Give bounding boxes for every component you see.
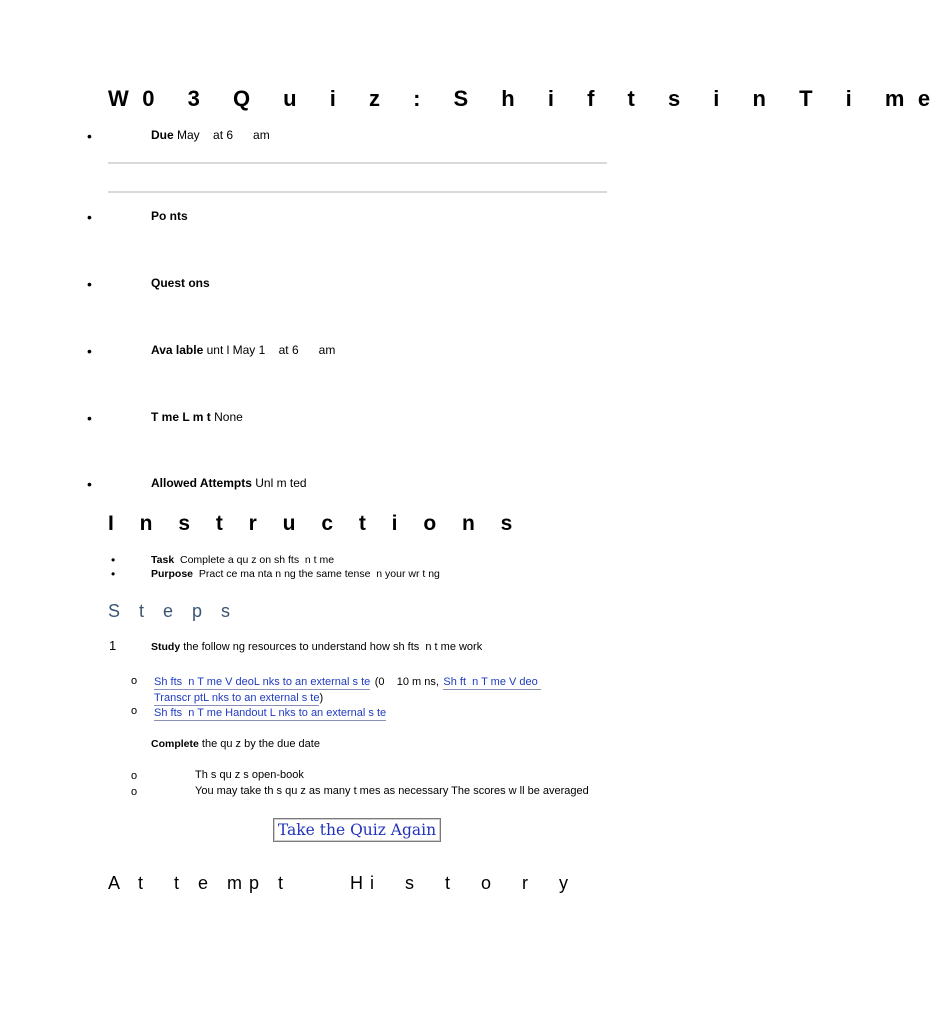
video-link[interactable]: Sh fts n T me V deoL nks to an external s te [154,676,371,688]
detail-due [151,128,270,142]
instruction-task [111,553,335,567]
divider [108,162,607,164]
list-marker: o [131,770,138,782]
handout-link[interactable]: Sh fts n T me Handout L nks to an external s te [154,707,387,719]
step-text: the follow ng resources to understand how sh fts n t me work [183,641,483,653]
detail-value: unt l May 1 at 6 am [206,343,336,357]
instruction-label: Task [151,554,175,566]
detail-label: Quest ons [151,276,210,290]
instruction-text: Complete a qu z on sh fts n t me [180,554,335,566]
instruction-text: Pract ce ma nta n ng the same tense n your wr t ng [198,568,440,580]
transcript-link-cont[interactable]: Transcr ptL nks to an external s te [154,692,320,704]
page-title: W0 3 Q u i z : S h i f t s i n T i me [108,86,944,111]
detail-label: Ava lable [151,343,204,357]
transcript-link[interactable]: Sh ft n T me V deo [443,676,541,688]
steps-heading: S t e p s [108,601,238,621]
close-paren: ) [319,692,324,704]
detail-value: None [214,410,243,424]
detail-points [151,209,188,223]
bullet-marker: • [87,209,92,225]
step-text: the qu z by the due date [201,738,320,750]
bullet-marker: • [87,276,92,292]
detail-value: Unl m ted [255,476,307,490]
step-label: Complete [151,738,199,750]
bullet-marker: • [111,553,116,567]
attempt-history-heading: A t t e mp t Hi s t o r y [108,873,576,893]
note-multiple-attempts: You may take th s qu z as many t mes as necessary The scores w ll be averaged [195,785,589,797]
step-study [151,641,482,653]
list-marker: o [131,675,138,687]
detail-label: Po nts [151,209,188,223]
resource-line-2 [154,703,386,721]
bullet-marker: • [87,410,92,426]
detail-value: May at 6 am [177,128,270,142]
bullet-marker: • [111,567,116,581]
detail-label: Due [151,128,174,142]
bullet-marker: • [87,343,92,359]
detail-questions [151,276,210,290]
detail-label: Allowed Attempts [151,476,252,490]
detail-available [151,343,335,357]
video-duration: (0 10 m ns, [374,676,439,688]
detail-time-limit [151,410,243,424]
detail-allowed-attempts [151,476,307,490]
list-marker: o [131,786,138,798]
note-open-book: Th s qu z s open-book [195,769,304,781]
instructions-heading: I n s t r u c t i o n s [108,512,523,535]
take-quiz-again-button[interactable]: Take the Quiz Again [273,818,441,842]
step-label: Study [151,641,181,653]
detail-label: T me L m t [151,410,211,424]
instruction-label: Purpose [151,568,194,580]
step-number: 1 [109,638,117,653]
instruction-purpose [111,567,440,581]
divider [108,191,607,193]
bullet-marker: • [87,128,92,144]
bullet-marker: • [87,476,92,492]
step-complete [151,738,320,750]
list-marker: o [131,705,138,717]
